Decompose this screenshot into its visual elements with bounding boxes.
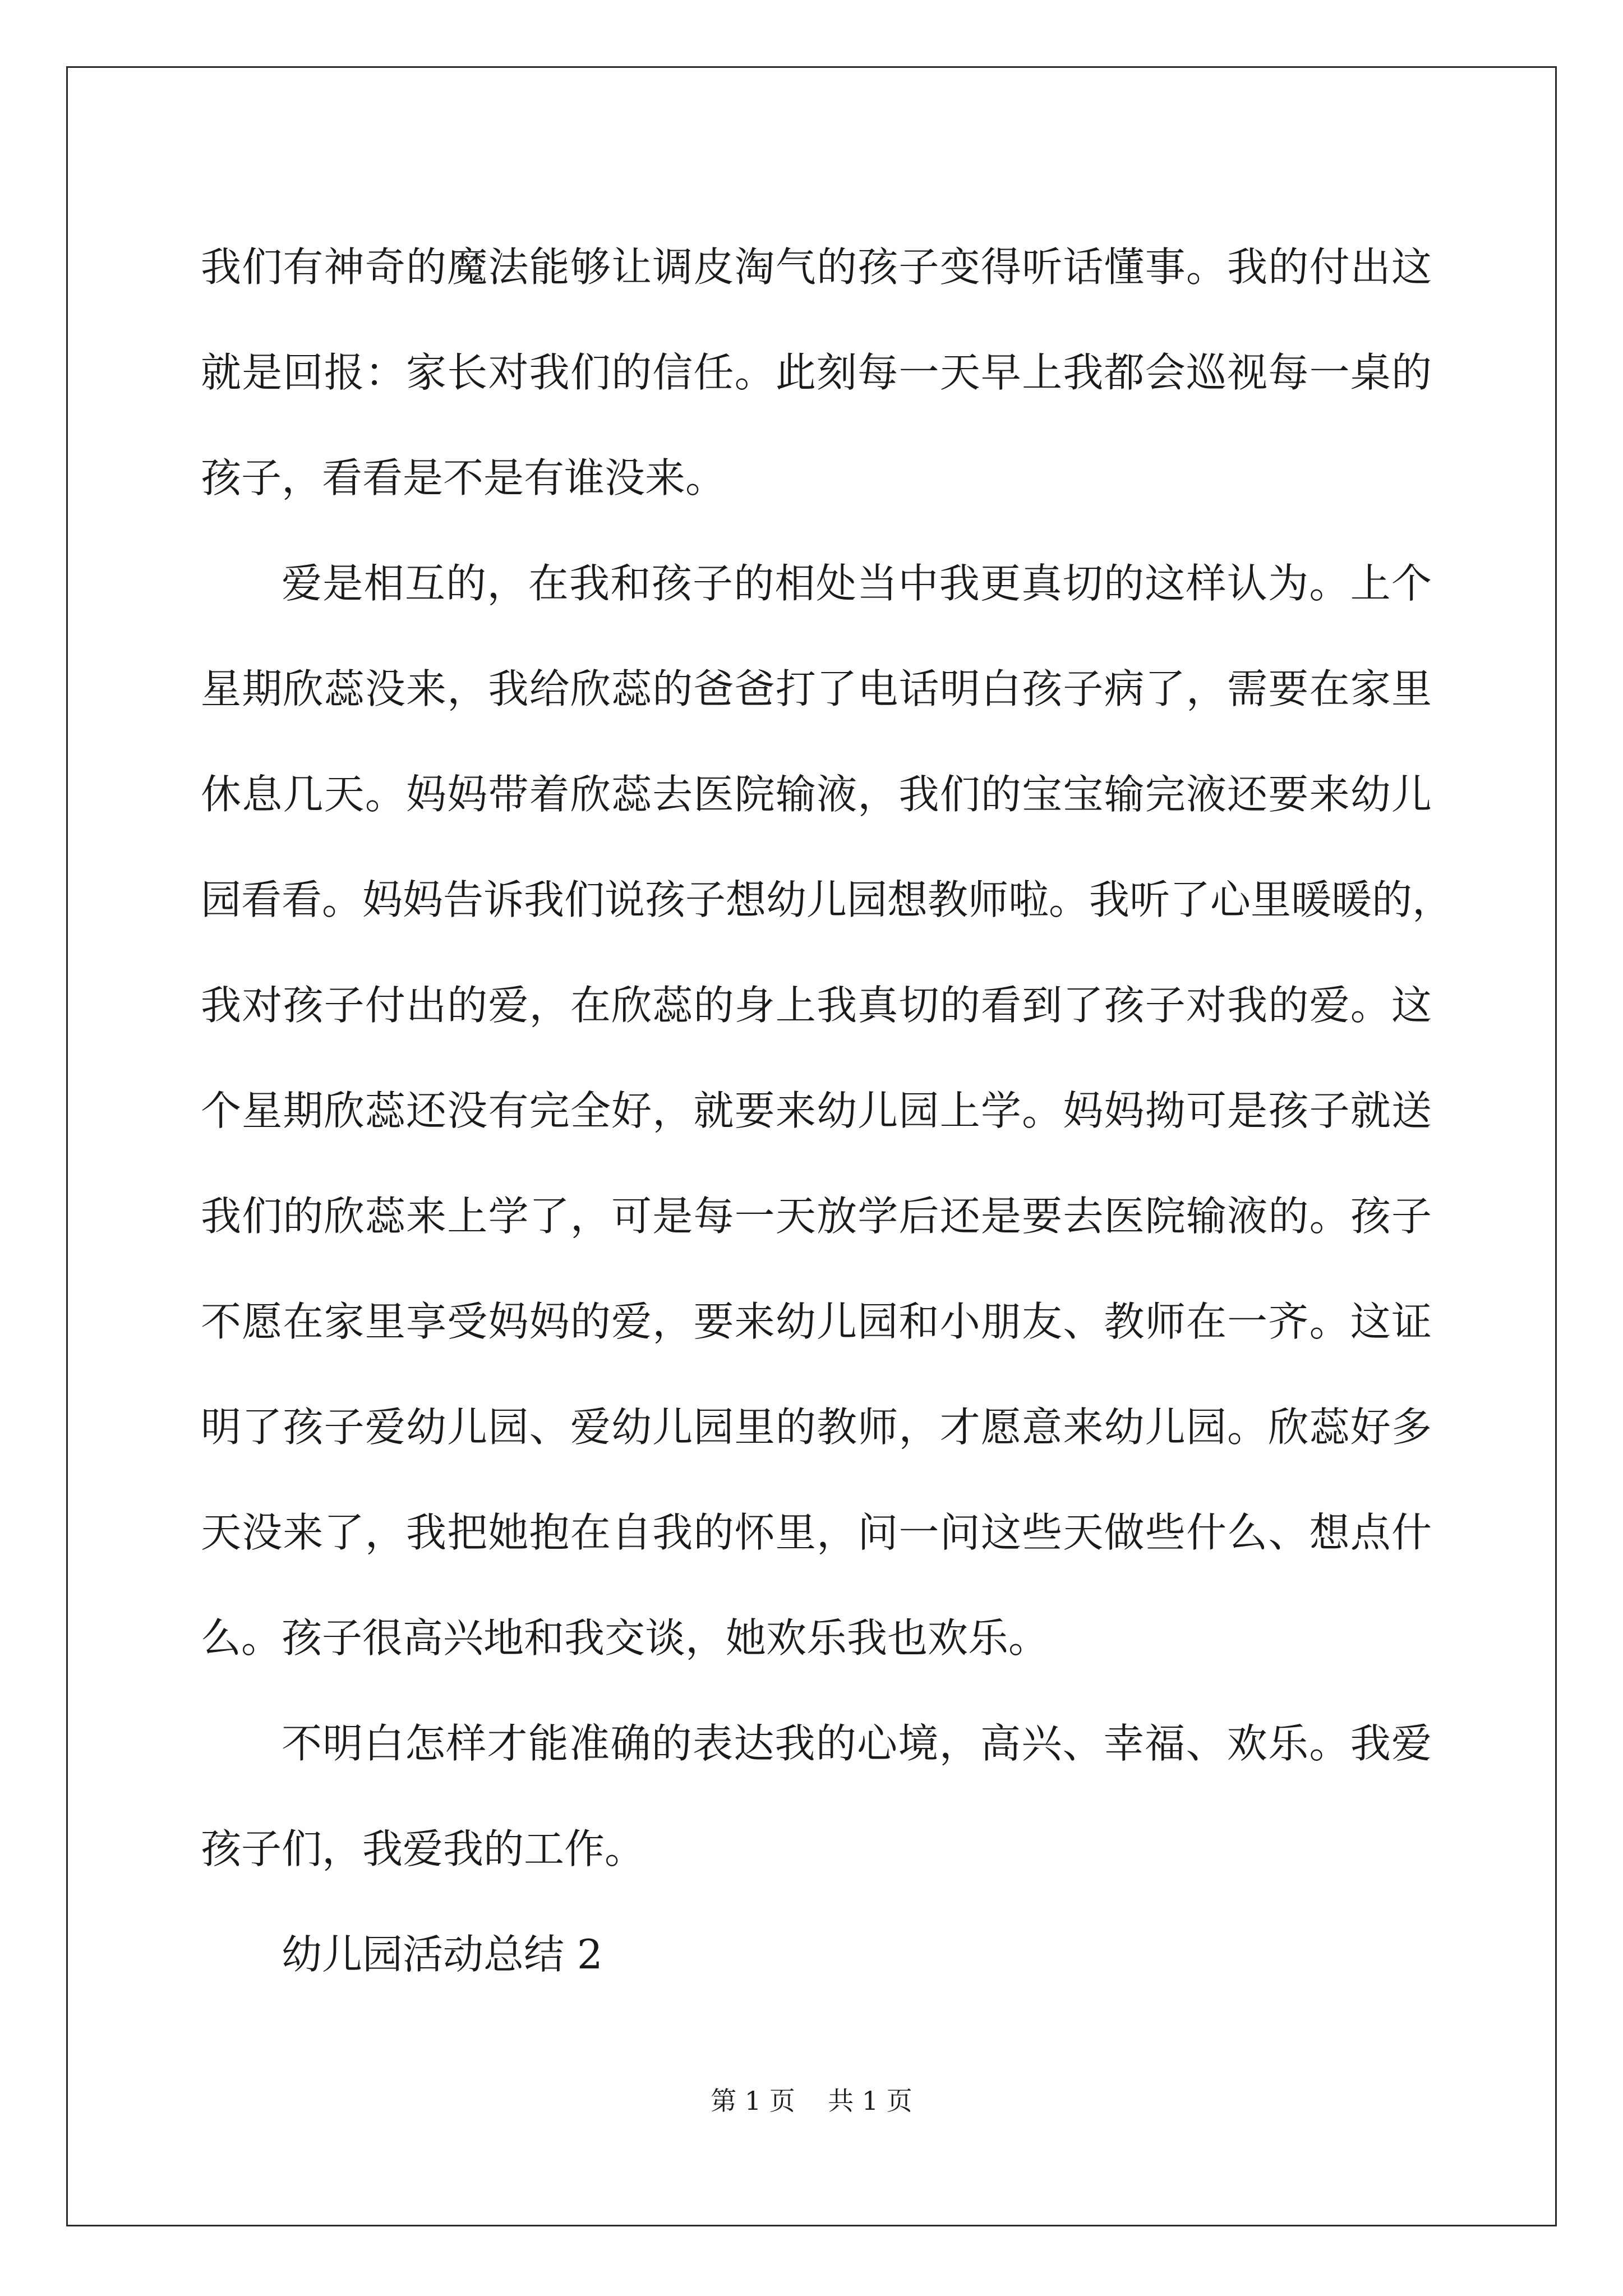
text-line-16: 孩子们，我爱我的工作。 (201, 1825, 645, 1872)
text-line-10: 我们的欣蕊来上学了，可是每一天放学后还是要去医院输液的。孩子 (201, 1193, 1432, 1240)
text-line-13: 天没来了，我把她抱在自我的怀里，问一问这些天做些什么、想点什 (201, 1509, 1432, 1556)
text-line-9: 个星期欣蕊还没有完全好，就要来幼儿园上学。妈妈拗可是孩子就送 (201, 1087, 1432, 1134)
text-line-6: 休息几天。妈妈带着欣蕊去医院输液，我们的宝宝输完液还要来幼儿 (201, 771, 1432, 818)
text-line-11: 不愿在家里享受妈妈的爱，要来幼儿园和小朋友、教师在一齐。这证 (201, 1298, 1432, 1345)
section-heading: 幼儿园活动总结 2 (282, 1931, 603, 1978)
text-line-4: 爱是相互的，在我和孩子的相处当中我更真切的这样认为。上个 (282, 560, 1432, 607)
text-line-5: 星期欣蕊没来，我给欣蕊的爸爸打了电话明白孩子病了，需要在家里 (201, 665, 1432, 712)
page-number-footer: 第 1 页 共 1 页 (711, 2086, 912, 2116)
text-line-2: 就是回报：家长对我们的信任。此刻每一天早上我都会巡视每一桌的 (201, 349, 1432, 396)
text-line-7: 园看看。妈妈告诉我们说孩子想幼儿园想教师啦。我听了心里暖暖的， (201, 876, 1453, 923)
text-line-12: 明了孩子爱幼儿园、爱幼儿园里的教师，才愿意来幼儿园。欣蕊好多 (201, 1404, 1432, 1451)
document-body (201, 214, 1453, 2007)
text-line-3: 孩子，看看是不是有谁没来。 (201, 454, 726, 501)
text-line-1: 我们有神奇的魔法能够让调皮淘气的孩子变得听话懂事。我的付出这 (201, 243, 1432, 291)
text-line-8: 我对孩子付出的爱，在欣蕊的身上我真切的看到了孩子对我的爱。这 (201, 982, 1432, 1029)
text-line-14: 么。孩子很高兴地和我交谈，她欢乐我也欢乐。 (201, 1614, 1049, 1662)
text-line-15: 不明白怎样才能准确的表达我的心境，高兴、幸福、欢乐。我爱 (282, 1720, 1432, 1767)
